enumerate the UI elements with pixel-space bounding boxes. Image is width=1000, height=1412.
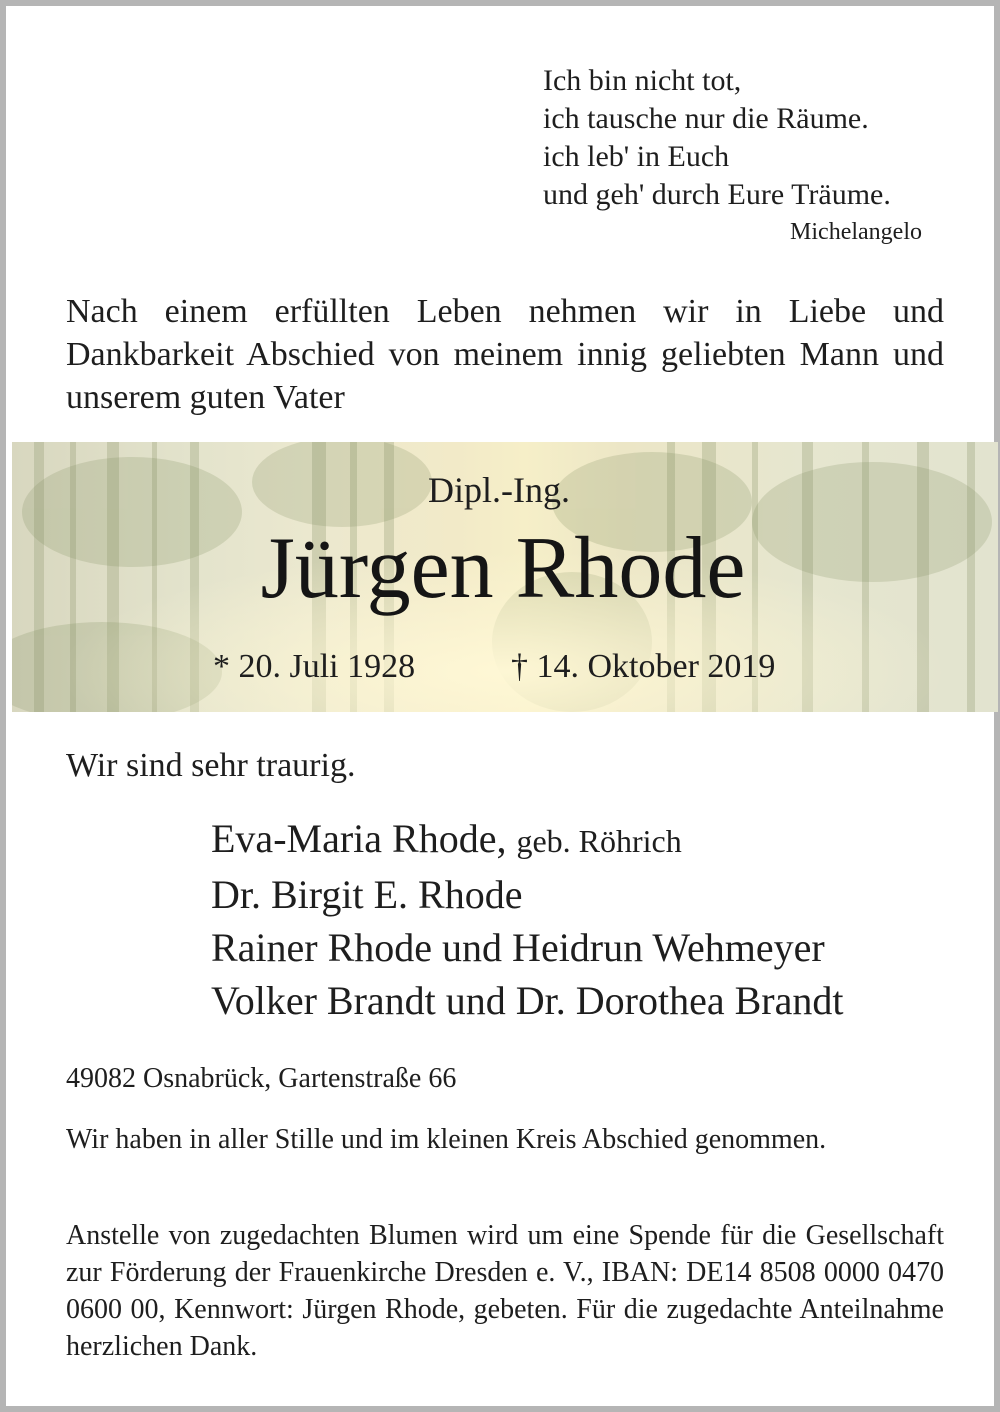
poem-line: Ich bin nicht tot, bbox=[543, 64, 742, 97]
deceased-name: Jürgen Rhode bbox=[260, 520, 746, 617]
birth-date: * 20. Juli 1928 bbox=[213, 648, 416, 685]
poem-line: ich tausche nur die Räume. bbox=[543, 102, 869, 135]
address: 49082 Osnabrück, Gartenstraße 66 bbox=[66, 1063, 457, 1094]
family-list bbox=[211, 812, 843, 1027]
family-member: Volker Brandt und Dr. Dorothea Brandt bbox=[211, 978, 844, 1023]
poem-author: Michelangelo bbox=[790, 219, 922, 245]
mourning-line: Wir sind sehr traurig. bbox=[66, 747, 356, 784]
intro-text: Nach einem erfüllten Leben nehmen wir in Liebe und Dankbarkeit Abschied von meinem innig geliebten Mann und unserem guten Vater bbox=[66, 293, 944, 416]
farewell-note: Wir haben in aller Stille und im kleinen Kreis Abschied genommen. bbox=[66, 1124, 827, 1155]
poem bbox=[543, 62, 943, 214]
maiden-name: geb. Röhrich bbox=[516, 823, 682, 859]
donation-note: Anstelle von zugedachten Blumen wird um eine Spende für die Gesellschaft zur Förderung der Frauenkirche Dresden e. V., IBAN: DE14 8508 0000 0470 0600 00, Kennwort: Jürgen Rhode, gebeten. Für die zugedachte Anteilnahme herzlichen Dank. bbox=[66, 1220, 944, 1362]
poem-line: ich leb' in Euch bbox=[543, 140, 730, 173]
family-member-name: Eva-Maria Rhode, bbox=[211, 816, 507, 861]
family-member: Rainer Rhode und Heidrun Wehmeyer bbox=[211, 925, 825, 970]
family-member bbox=[211, 812, 843, 868]
death-date: † 14. Oktober 2019 bbox=[511, 648, 776, 685]
family-member: Dr. Birgit E. Rhode bbox=[211, 872, 523, 917]
poem-line: und geh' durch Eure Träume. bbox=[543, 178, 891, 211]
academic-title: Dipl.-Ing. bbox=[428, 470, 570, 510]
